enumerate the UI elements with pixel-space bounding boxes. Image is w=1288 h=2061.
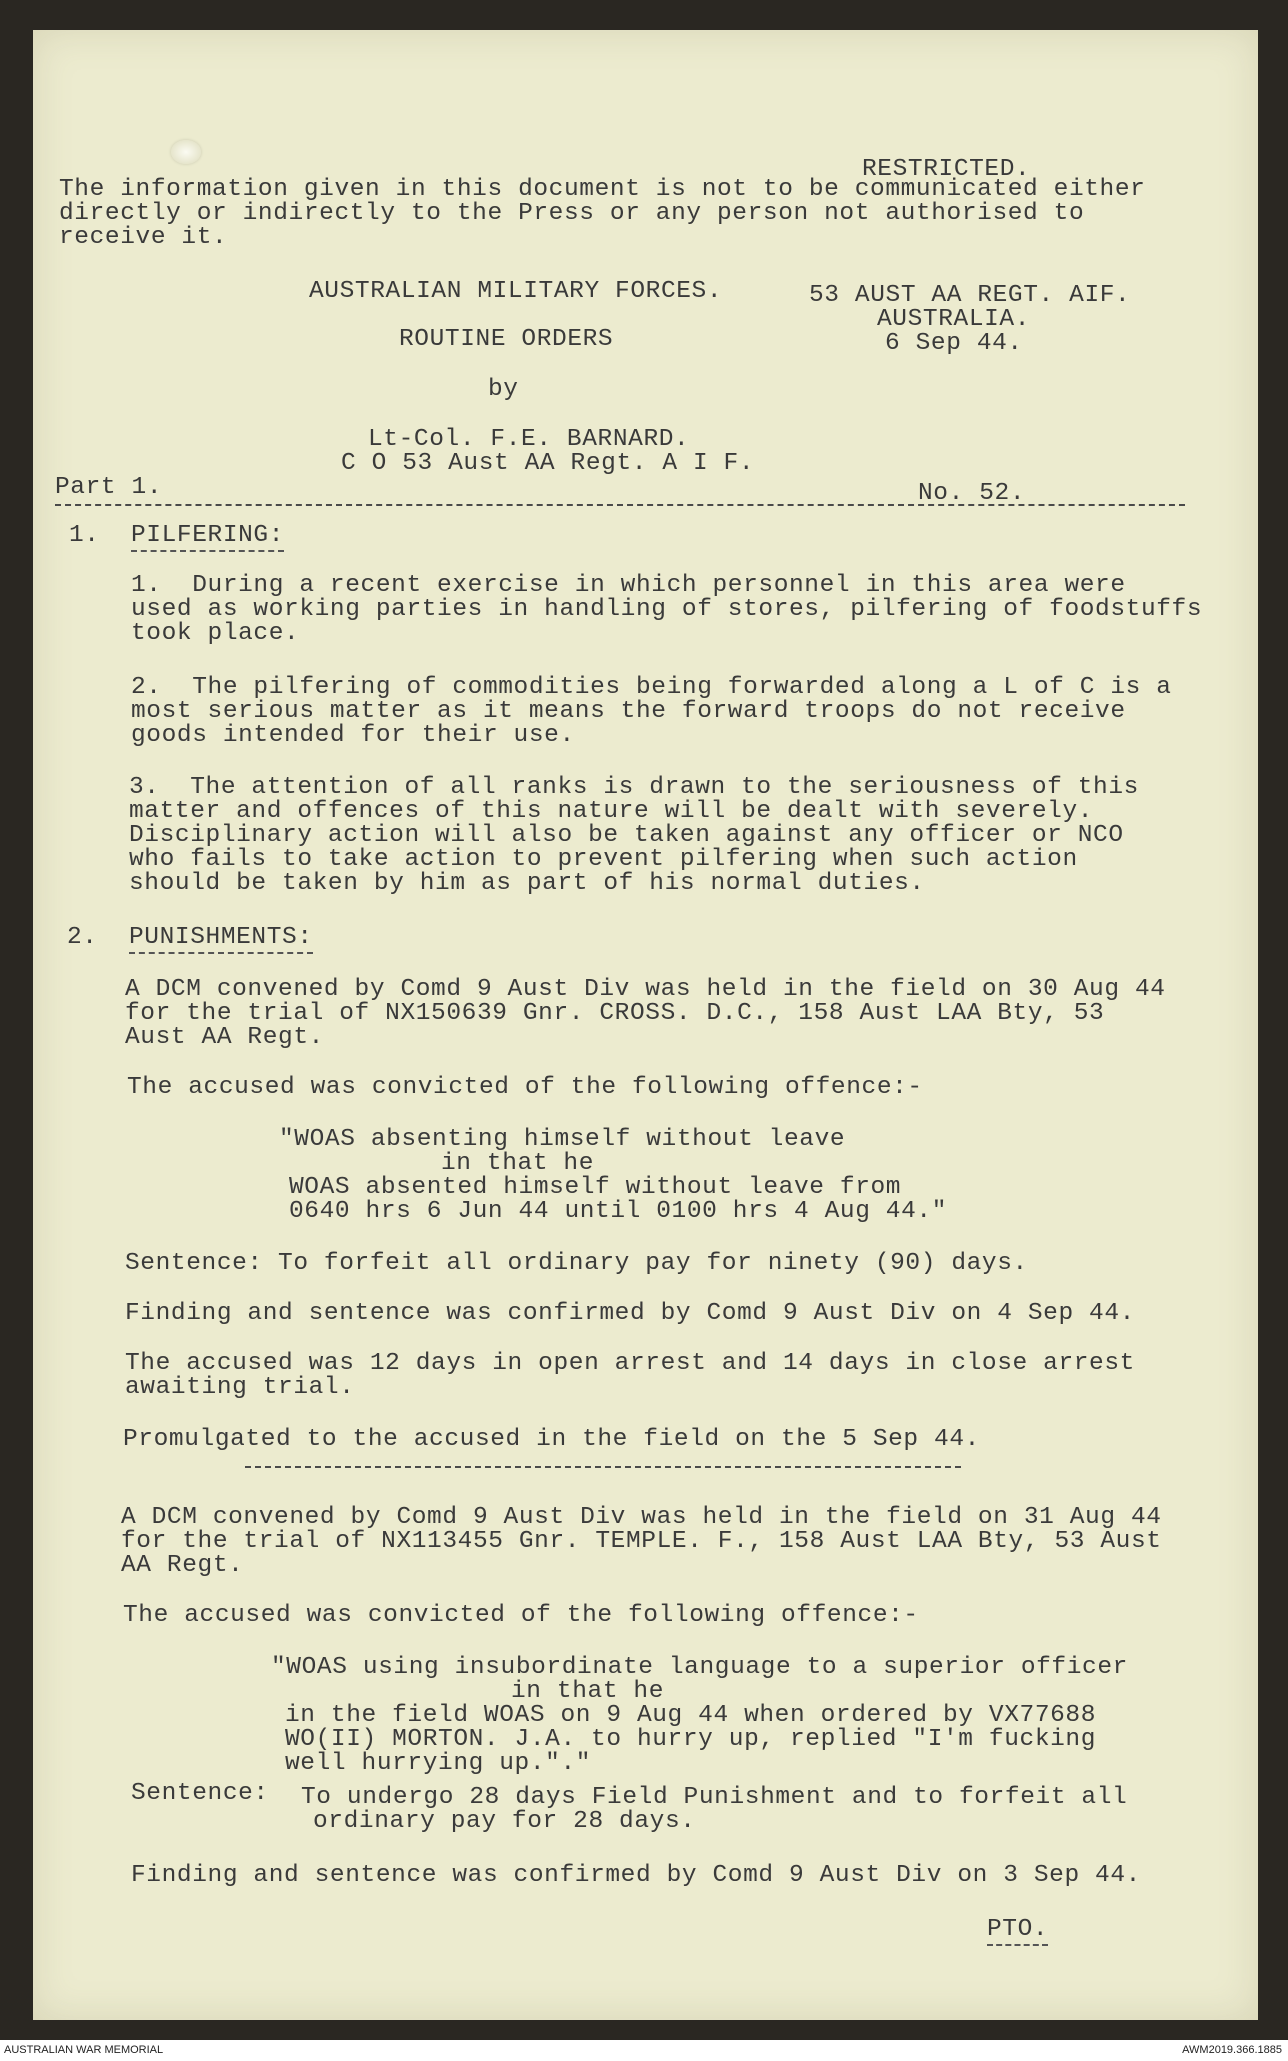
document-page	[33, 30, 1258, 2020]
case-divider	[245, 1466, 961, 1468]
pto-marker	[987, 1918, 1048, 1942]
punch-hole	[171, 140, 201, 164]
s1-para-3-line-4: who fails to take action to prevent pilfering when such action	[129, 846, 1078, 873]
case-2-convicted: The accused was convicted of the following offence:-	[123, 1602, 919, 1629]
warning-line-2: directly or indirectly to the Press or any person not authorised to	[59, 200, 1085, 227]
header-unit: 53 AUST AA REGT. AIF.	[809, 282, 1131, 309]
case-2-offence-line-4: WO(II) MORTON. J.A. to hurry up, replied "I'm fucking	[285, 1726, 1097, 1753]
section-2-number: 2.	[67, 924, 98, 951]
case-2-sentence-line-2: ordinary pay for 28 days.	[313, 1808, 696, 1835]
s1-para-3-line-3: Disciplinary action will also be taken against any officer or NCO	[129, 822, 1124, 849]
header-date: 6 Sep 44.	[885, 330, 1023, 357]
s1-para-2-line-1: 2. The pilfering of commodities being forwarded along a L of C is a	[131, 674, 1172, 701]
header-routine-orders: ROUTINE ORDERS	[399, 326, 614, 353]
section-2-title-text: PUNISHMENTS:	[129, 924, 313, 954]
section-2-title	[129, 926, 313, 950]
header-by: by	[488, 376, 519, 403]
section-1-title	[131, 524, 284, 548]
case-1-offence-line-1: "WOAS absenting himself without leave	[279, 1126, 846, 1153]
case-1-intro-line-3: Aust AA Regt.	[125, 1024, 324, 1051]
case-1-promulgated: Promulgated to the accused in the field on the 5 Sep 44.	[123, 1426, 980, 1453]
s1-para-3-line-2: matter and offences of this nature will be dealt with severely.	[129, 798, 1094, 825]
order-number: No. 52.	[918, 480, 1026, 507]
s1-para-2-line-3: goods intended for their use.	[131, 722, 575, 749]
case-2-intro-line-2: for the trial of NX113455 Gnr. TEMPLE. F., 158 Aust LAA Bty, 53 Aust	[121, 1528, 1162, 1555]
case-2-finding: Finding and sentence was confirmed by Comd 9 Aust Div on 3 Sep 44.	[131, 1862, 1141, 1889]
s1-para-2-line-2: most serious matter as it means the forward troops do not receive	[131, 698, 1126, 725]
case-2-offence-line-2: in that he	[511, 1678, 665, 1705]
header-forces: AUSTRALIAN MILITARY FORCES.	[309, 278, 723, 305]
case-2-sentence-label: Sentence:	[131, 1780, 269, 1807]
case-1-offence-line-2: in that he	[441, 1150, 595, 1177]
case-1-intro-line-1: A DCM convened by Comd 9 Aust Div was held in the field on 30 Aug 44	[125, 976, 1166, 1003]
case-2-offence-line-3: in the field WOAS on 9 Aug 44 when ordered by VX77688	[285, 1702, 1097, 1729]
archive-credit: AUSTRALIAN WAR MEMORIAL	[4, 2044, 164, 2056]
header-commander: Lt-Col. F.E. BARNARD.	[368, 426, 690, 453]
s1-para-3-line-5: should be taken by him as part of his normal duties.	[129, 870, 925, 897]
warning-line-3: receive it.	[59, 224, 228, 251]
s1-para-1-line-3: took place.	[131, 620, 300, 647]
case-2-offence-line-5: well hurrying up."."	[285, 1750, 592, 1777]
s1-para-1-line-2: used as working parties in handling of stores, pilfering of foodstuffs	[131, 596, 1203, 623]
section-1-number: 1.	[69, 522, 100, 549]
warning-line-1: The information given in this document is not to be communicated either	[59, 176, 1146, 203]
header-command: C O 53 Aust AA Regt. A I F.	[341, 450, 755, 477]
part-divider	[55, 504, 1185, 506]
case-1-arrest-line-2: awaiting trial.	[125, 1374, 355, 1401]
case-1-arrest-line-1: The accused was 12 days in open arrest and 14 days in close arrest	[125, 1350, 1135, 1377]
case-1-offence-line-3: WOAS absented himself without leave from	[289, 1174, 902, 1201]
section-1-title-text: PILFERING:	[131, 522, 284, 552]
case-2-offence-line-1: "WOAS using insubordinate language to a superior officer	[271, 1654, 1128, 1681]
case-1-offence-line-4: 0640 hrs 6 Jun 44 until 0100 hrs 4 Aug 44."	[289, 1198, 948, 1225]
case-2-sentence-line-1: To undergo 28 days Field Punishment and to forfeit all	[301, 1784, 1128, 1811]
archive-reference: AWM2019.366.1885	[1182, 2044, 1282, 2056]
header-location: AUSTRALIA.	[877, 306, 1031, 333]
restricted-marking: RESTRICTED.	[862, 156, 1031, 183]
case-1-finding: Finding and sentence was confirmed by Comd 9 Aust Div on 4 Sep 44.	[125, 1300, 1135, 1327]
case-1-convicted: The accused was convicted of the following offence:-	[127, 1074, 923, 1101]
part-label: Part 1.	[55, 474, 163, 501]
case-1-intro-line-2: for the trial of NX150639 Gnr. CROSS. D.C., 158 Aust LAA Bty, 53	[125, 1000, 1105, 1027]
case-2-intro-line-1: A DCM convened by Comd 9 Aust Div was held in the field on 31 Aug 44	[121, 1504, 1162, 1531]
s1-para-3-line-1: 3. The attention of all ranks is drawn to the seriousness of this	[129, 774, 1139, 801]
case-2-intro-line-3: AA Regt.	[121, 1552, 244, 1579]
s1-para-1-line-1: 1. During a recent exercise in which personnel in this area were	[131, 572, 1126, 599]
case-1-sentence: Sentence: To forfeit all ordinary pay for ninety (90) days.	[125, 1250, 1028, 1277]
pto-text: PTO.	[987, 1916, 1048, 1946]
